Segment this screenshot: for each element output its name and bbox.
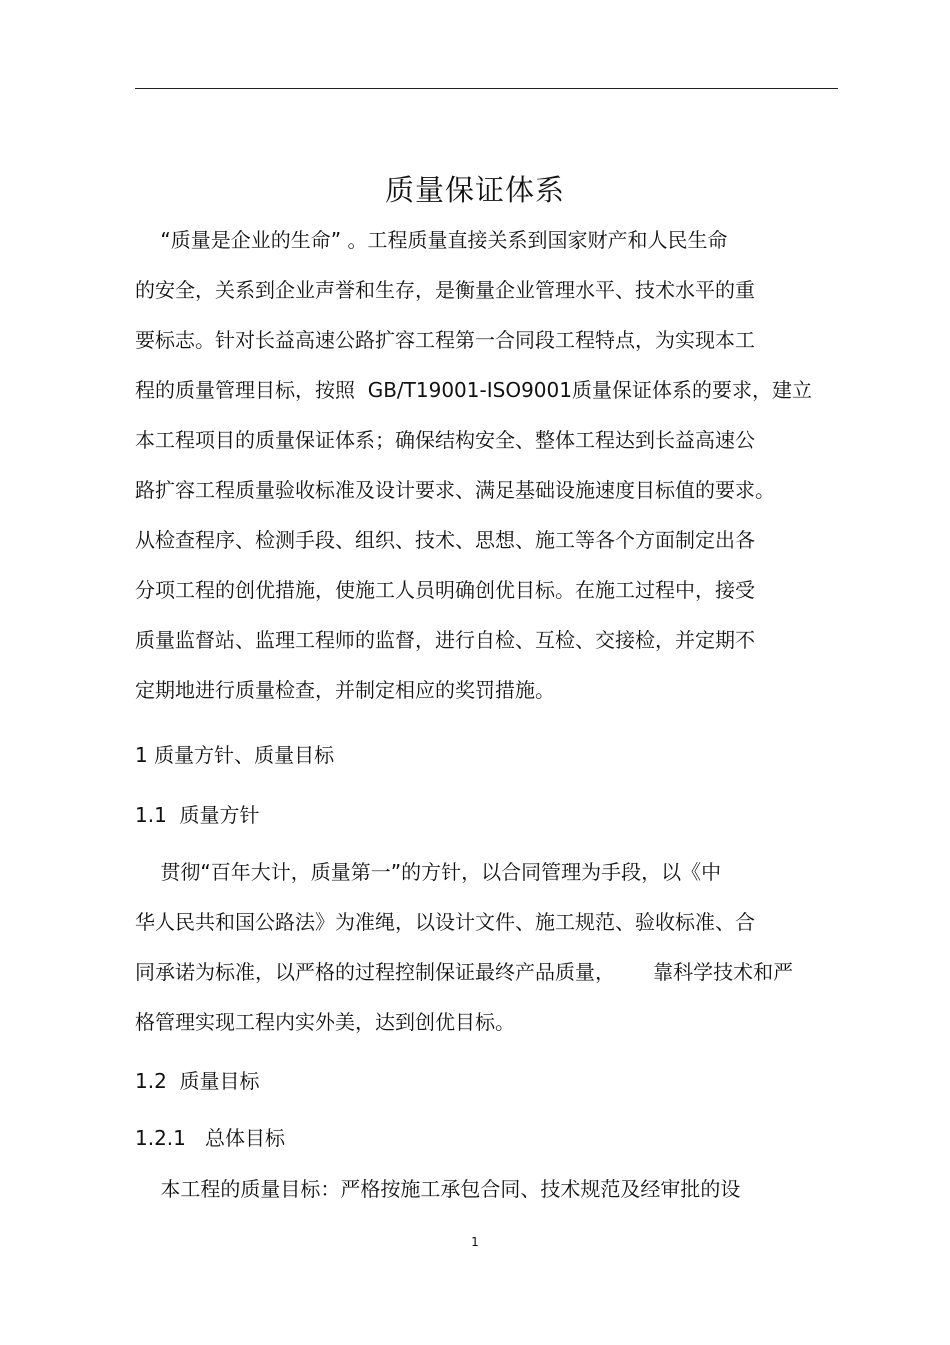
intro-line-10: 定期地进行质量检查，并制定相应的奖罚措施。 xyxy=(135,678,555,702)
document-title: 质量保证体系 xyxy=(384,173,565,207)
policy-line-2: 华人民共和国公路法》为准绳，以设计文件、施工规范、验收标准、合 xyxy=(135,910,755,934)
intro-line-9: 质量监督站、监理工程师的监督，进行自检、互检、交接检，并定期不 xyxy=(135,628,755,652)
section-heading-1: 1 质量方针、质量目标 xyxy=(135,743,335,767)
intro-line-3: 要标志。针对长益高速公路扩容工程第一合同段工程特点，为实现本工 xyxy=(135,328,755,352)
intro-line-5: 本工程项目的质量保证体系；确保结构安全、整体工程达到长益高速公 xyxy=(135,428,755,452)
policy-line-4: 格管理实现工程内实外美，达到创优目标。 xyxy=(135,1010,515,1034)
intro-line-8: 分项工程的创优措施，使施工人员明确创优目标。在施工过程中，接受 xyxy=(135,578,755,602)
section-heading-1-2-1: 1.2.1 总体目标 xyxy=(135,1126,285,1150)
header-rule xyxy=(135,88,838,89)
intro-line-1: “质量是企业的生命” 。工程质量直接关系到国家财产和人民生命 xyxy=(135,228,728,252)
goal-line-1: 本工程的质量目标：严格按施工承包合同、技术规范及经审批的设 xyxy=(135,1177,741,1201)
policy-line-1: 贯彻“百年大计，质量第一”的方针，以合同管理为手段，以《中 xyxy=(135,860,722,884)
intro-line-4: 程的质量管理目标，按照 GB/T19001-ISO9001质量保证体系的要求，建立 xyxy=(135,378,812,402)
intro-line-7: 从检查程序、检测手段、组织、技术、思想、施工等各个方面制定出各 xyxy=(135,528,755,552)
intro-line-6: 路扩容工程质量验收标准及设计要求、满足基础设施速度目标值的要求。 xyxy=(135,478,775,502)
intro-line-2: 的安全，关系到企业声誉和生存，是衡量企业管理水平、技术水平的重 xyxy=(135,278,755,302)
section-heading-1-1: 1.1 质量方针 xyxy=(135,803,260,827)
policy-line-3: 同承诺为标准，以严格的过程控制保证最终产品质量， 靠科学技术和严 xyxy=(135,960,794,984)
page-number: 1 xyxy=(471,1235,479,1249)
section-heading-1-2: 1.2 质量目标 xyxy=(135,1069,260,1093)
